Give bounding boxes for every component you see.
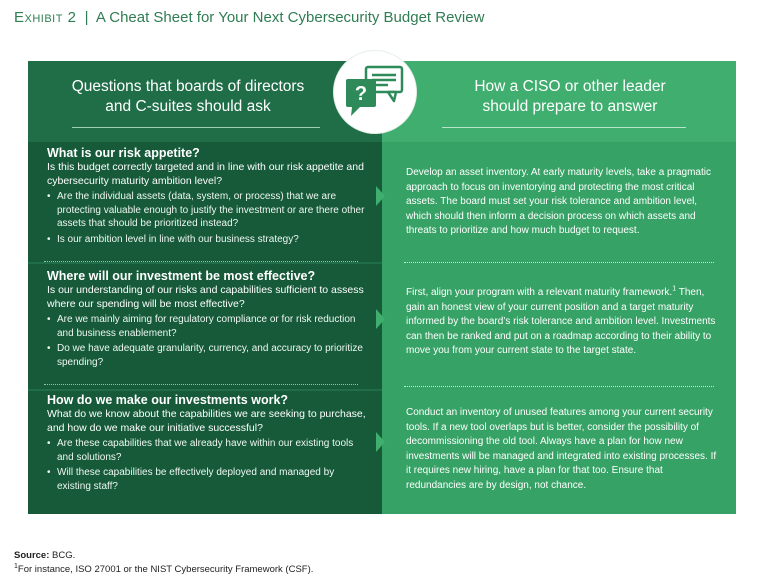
list-item: • Are the individual assets (data, system, or process) that we are protecting valuable enough to justify the investment or are there other assets that should be prioritized instead?: [47, 190, 367, 231]
source-note: [14, 550, 75, 561]
questions-header-line2: and C-suites should ask: [105, 98, 271, 115]
question-3-bullets: [47, 437, 367, 493]
chevron-right-icon: [376, 186, 385, 206]
questions-header-line1: Questions that boards of directors: [71, 78, 305, 95]
question-3: [47, 392, 367, 493]
question-2: [47, 268, 367, 369]
list-item: • Is our ambition level in line with our business strategy?: [47, 233, 367, 247]
answer-2: [406, 286, 718, 359]
list-item: • Are we mainly aiming for regulatory compliance or for risk reduction and business enablement?: [47, 313, 367, 340]
exhibit-separator: |: [84, 9, 89, 26]
answer-3: Conduct an inventory of unused features among your current security tools. If a new tool overlaps but is better, consider the possibility of decommissioning the old tool. Always have a plan for how new investments will be managed and integrated into existing processes. If it requires new hiring, have a plan for that too. Ensure that redundancies are by design, not chance.: [406, 407, 717, 491]
answer-2-text-a: First, align your program with a relevant maturity framework.: [406, 287, 673, 298]
chevron-right-icon: [376, 309, 385, 329]
answers-header-line2: should prepare to answer: [482, 98, 658, 115]
question-answer-chat-icon: [344, 65, 406, 119]
questions-header: [28, 77, 348, 117]
chevron-right-icon: [376, 432, 385, 452]
footnote-number: 1: [14, 563, 18, 570]
chat-badge: [334, 51, 416, 133]
list-item: • Are these capabilities that we already have within our existing tools and solutions?: [47, 437, 367, 464]
question-1-lead: Is this budget correctly targeted and in line with our risk appetite and cybersecurity maturity ambition level?: [47, 161, 364, 187]
question-1-bullets: [47, 190, 367, 246]
source-text: BCG.: [49, 550, 76, 561]
answer-1: Develop an asset inventory. At early maturity levels, take a pragmatic approach to focus on inventorying and protecting the most critical assets. The board must set your risk tolerance and ambition level, which should then inform a decision process on which assets and threats to prioritize and how much budget to request.: [406, 167, 711, 236]
footnote-text: For instance, ISO 27001 or the NIST Cybersecurity Framework (CSF).: [17, 564, 314, 576]
footnote: [14, 563, 313, 575]
answer-divider-2: [404, 386, 714, 387]
question-1-title: What is our risk appetite?: [47, 146, 200, 160]
answer-2-text-b: Then, gain an honest view of your current position and a target maturity informed by the board’s risk tolerance and ambition level. Investments can then be ranked and put on a roadmap according to their ability to move you from your current state to the target state.: [406, 287, 716, 356]
exhibit-title: [14, 9, 484, 26]
answers-header: [420, 77, 720, 117]
question-2-title: Where will our investment be most effective?: [47, 269, 316, 283]
list-item: • Do we have adequate granularity, currency, and accuracy to prioritize spending?: [47, 342, 367, 369]
answers-header-line1: How a CISO or other leader: [474, 78, 666, 95]
question-divider-2: [44, 384, 358, 385]
exhibit-label: Exhibit 2: [14, 9, 77, 26]
answer-divider-1: [404, 262, 714, 263]
exhibit-title-text: A Cheat Sheet for Your Next Cybersecurity Budget Review: [95, 9, 485, 26]
question-divider-1: [44, 261, 358, 262]
list-item: • Will these capabilities be effectively deployed and managed by existing staff?: [47, 466, 367, 493]
question-2-bullets: [47, 313, 367, 369]
question-3-lead: What do we know about the capabilities we are seeking to purchase, and how do we make our initiative successful?: [47, 408, 366, 434]
questions-header-rule: [72, 127, 320, 128]
source-label: Source:: [14, 550, 50, 561]
question-1: [47, 145, 367, 246]
footnote-marker: 1: [672, 285, 677, 293]
question-mark-glyph: ?: [354, 83, 368, 105]
question-2-lead: Is our understanding of our risks and capabilities sufficient to assess where our spending will be most effective?: [47, 284, 364, 310]
question-3-title: How do we make our investments work?: [47, 393, 289, 407]
answers-header-rule: [442, 127, 686, 128]
